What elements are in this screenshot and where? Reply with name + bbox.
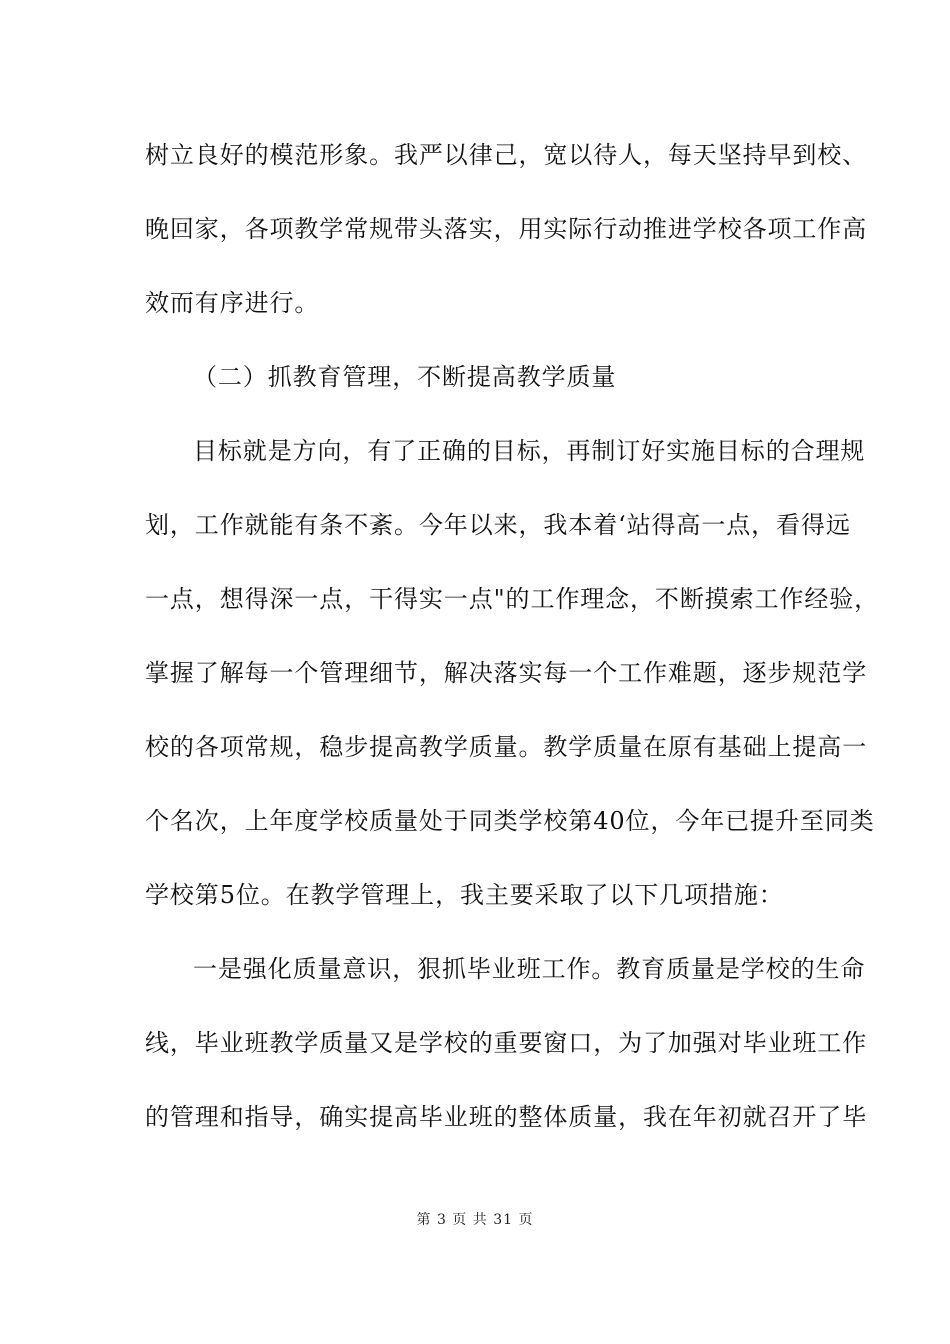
body-line-10: 个名次，上年度学校质量处于同类学校第40位，今年已提升至同类 xyxy=(145,807,875,835)
body-line-9: 校的各项常规，稳步提高教学质量。教学质量在原有基础上提高一 xyxy=(145,733,868,761)
body-line-14: 的管理和指导，确实提高毕业班的整体质量，我在年初就召开了毕 xyxy=(145,1103,868,1131)
body-line-8: 掌握了解每一个管理细节，解决落实每一个工作难题，逐步规范学 xyxy=(145,659,868,687)
body-line-13: 线，毕业班教学质量又是学校的重要窗口，为了加强对毕业班工作 xyxy=(145,1029,868,1057)
body-line-11: 学校第5位。在教学管理上，我主要采取了以下几项措施： xyxy=(145,881,784,909)
body-line-6: 划，工作就能有条不紊。今年以来，我本着‘站得高一点，看得远 xyxy=(145,511,851,539)
body-line-2: 晚回家，各项教学常规带头落实，用实际行动推进学校各项工作高 xyxy=(145,215,868,243)
body-line-12: 一是强化质量意识，狠抓毕业班工作。教育质量是学校的生命 xyxy=(193,955,866,983)
body-line-1: 树立良好的模范形象。我严以律己，宽以待人，每天坚持早到校、 xyxy=(145,141,868,169)
body-line-7: 一点，想得深一点，干得实一点"的工作理念，不断摸索工作经验， xyxy=(145,585,880,613)
body-line-3: 效而有序进行。 xyxy=(145,289,320,317)
page-number-footer: 第 3 页 共 31 页 xyxy=(416,1212,534,1228)
section-heading: （二）抓教育管理，不断提高教学质量 xyxy=(193,363,617,391)
body-line-5: 目标就是方向，有了正确的目标，再制订好实施目标的合理规 xyxy=(193,437,866,465)
